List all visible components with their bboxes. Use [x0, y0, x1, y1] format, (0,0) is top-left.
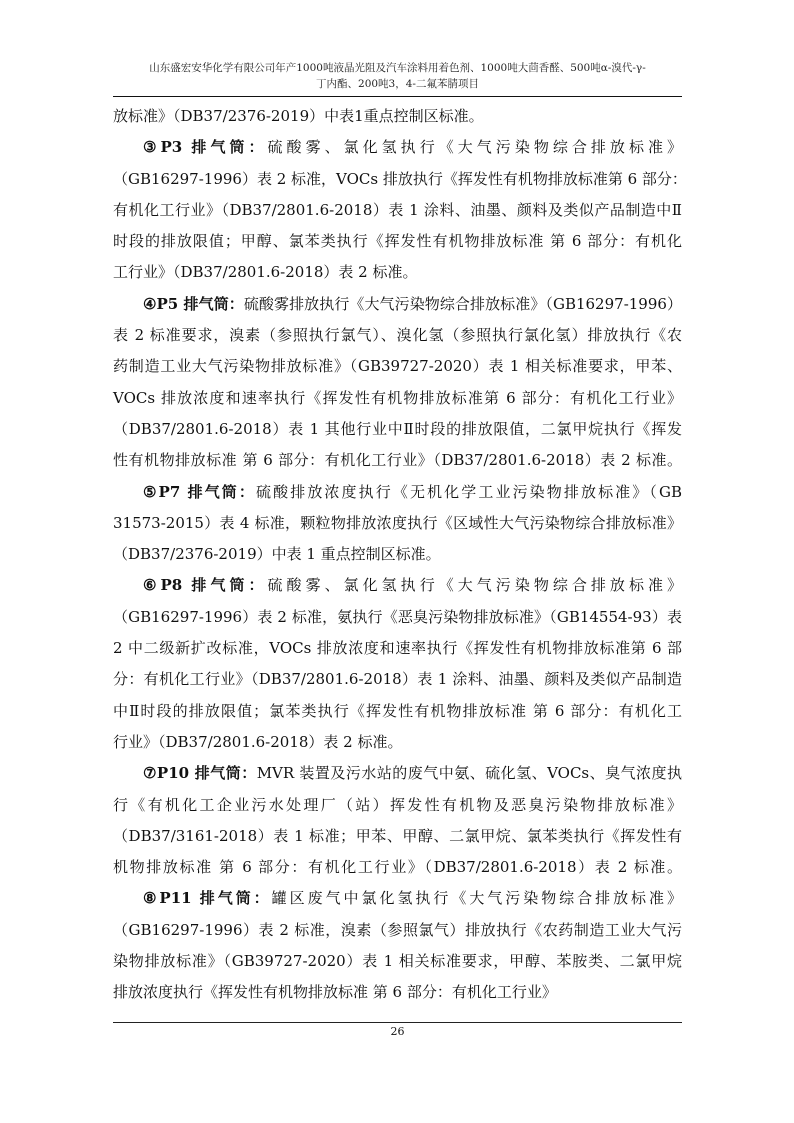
- text-line: 排放浓度执行《挥发性有机物排放标准 第 6 部分：有机化工行业》: [113, 983, 557, 1002]
- footer-divider: [113, 1022, 682, 1023]
- page-number: 26: [390, 1025, 405, 1038]
- text-line: ④P5 排气筒：硫酸雾排放执行《大气污染物综合排放标准》（GB16297-1996）: [143, 294, 683, 313]
- text-line: （DB37/2801.6-2018）表 1 其他行业中Ⅱ时段的排放限值，二氯甲烷执行《挥发: [113, 419, 682, 438]
- text-line: （GB16297-1996）表 2 标准，氨执行《恶臭污染物排放标准》（GB14554-93）表: [113, 607, 682, 626]
- text-line: （DB37/3161-2018）表 1 标准；甲苯、甲醇、二氯甲烷、氯苯类执行《挥发性有: [113, 826, 682, 845]
- paragraph-p3-stack: [113, 132, 687, 288]
- paragraph-continuation: [113, 101, 682, 132]
- body-text: [113, 101, 687, 1009]
- text-line: ⑥P8 排气筒：硫酸雾、氯化氢执行《大气污染物综合排放标准》: [143, 576, 682, 595]
- paragraph-lead: ⑤P7 排气筒：: [143, 482, 257, 501]
- text-line: VOCs 排放浓度和速率执行《挥发性有机物排放标准第 6 部分：有机化工行业》: [113, 388, 682, 407]
- paragraph-lead: ⑥P8 排气筒：: [143, 576, 268, 595]
- paragraph-lead: ④P5 排气筒：: [143, 294, 244, 313]
- text-line: ⑤P7 排气筒：硫酸排放浓度执行《无机化学工业污染物排放标准》（GB: [143, 482, 682, 501]
- paragraph-lead: ⑦P10 排气筒：: [143, 764, 257, 783]
- running-header: [113, 60, 682, 92]
- text-line: 工行业》（DB37/2801.6-2018）表 2 标准。: [113, 263, 418, 282]
- paragraph-p11-stack: [113, 883, 682, 1008]
- text-line: 有机化工行业》（DB37/2801.6-2018）表 1 涂料、油墨、颜料及类似产品制造中Ⅱ: [113, 200, 682, 219]
- text-line: 机物排放标准 第 6 部分：有机化工行业》（DB37/2801.6-2018）表 2 标准。: [113, 858, 682, 877]
- text-line: 染物排放标准》（GB39727-2020）表 1 相关标准要求，甲醇、苯胺类、二氯甲烷: [113, 952, 682, 971]
- text-line: 药制造工业大气污染物排放标准》（GB39727-2020）表 1 相关标准要求，甲苯、: [113, 357, 682, 376]
- text-line: （DB37/2376-2019）中表 1 重点控制区标准。: [113, 545, 441, 564]
- text-line: 行业》（DB37/2801.6-2018）表 2 标准。: [113, 732, 403, 751]
- text-line: 性有机物排放标准 第 6 部分：有机化工行业》（DB37/2801.6-2018）表 2 标准。: [113, 451, 682, 470]
- text-line: 时段的排放限值；甲醇、氯苯类执行《挥发性有机物排放标准 第 6 部分：有机化: [113, 232, 682, 251]
- text-line: （GB16297-1996）表 2 标准，溴素（参照氯气）排放执行《农药制造工业大气污: [113, 920, 682, 939]
- header-divider: [113, 96, 682, 97]
- text-line: 中Ⅱ时段的排放限值；氯苯类执行《挥发性有机物排放标准 第 6 部分：有机化工: [113, 701, 682, 720]
- text-line: 31573-2015）表 4 标准，颗粒物排放浓度执行《区域性大气污染物综合排放标准》: [113, 513, 682, 532]
- text-line: ⑦P10 排气筒：MVR 装置及污水站的废气中氨、硫化氢、VOCs、臭气浓度执: [143, 764, 683, 783]
- text-line: （GB16297-1996）表 2 标准，VOCs 排放执行《挥发性有机物排放标准第 6 部分：: [113, 169, 687, 188]
- paragraph-lead: ⑧P11 排气筒：: [143, 889, 272, 908]
- text-line: 2 中二级新扩改标准，VOCs 排放浓度和速率执行《挥发性有机物排放标准第 6 部: [113, 639, 682, 658]
- paragraph-p7-stack: [113, 477, 682, 571]
- text-line: 行《有机化工企业污水处理厂（站）挥发性有机物及恶臭污染物排放标准》: [113, 795, 682, 814]
- paragraph-p8-stack: [113, 570, 682, 758]
- header-title-line-1: 山东盛宏安华化学有限公司年产1000吨液晶光阻及汽车涂料用着色剂、1000吨大茴香醛、500吨α-溴代-γ-: [149, 62, 646, 74]
- text-line: 分：有机化工行业》（DB37/2801.6-2018）表 1 涂料、油墨、颜料及类似产品制造: [113, 670, 682, 689]
- text-line: 表 2 标准要求，溴素（参照执行氯气）、溴化氢（参照执行氯化氢）排放执行《农: [113, 326, 682, 345]
- text-line: ③P3 排气筒：硫酸雾、氯化氢执行《大气污染物综合排放标准》: [143, 138, 682, 157]
- paragraph-lead: ③P3 排气筒：: [143, 138, 268, 157]
- header-title-line-2: 丁内酯、200吨3，4-二氟苯腈项目: [316, 78, 479, 90]
- text-line: 放标准》（DB37/2376-2019）中表1重点控制区标准。: [113, 107, 484, 125]
- paragraph-p10-stack: [113, 758, 682, 883]
- text-line: ⑧P11 排气筒：罐区废气中氯化氢执行《大气污染物综合排放标准》: [143, 889, 682, 908]
- paragraph-p5-stack: [113, 289, 682, 477]
